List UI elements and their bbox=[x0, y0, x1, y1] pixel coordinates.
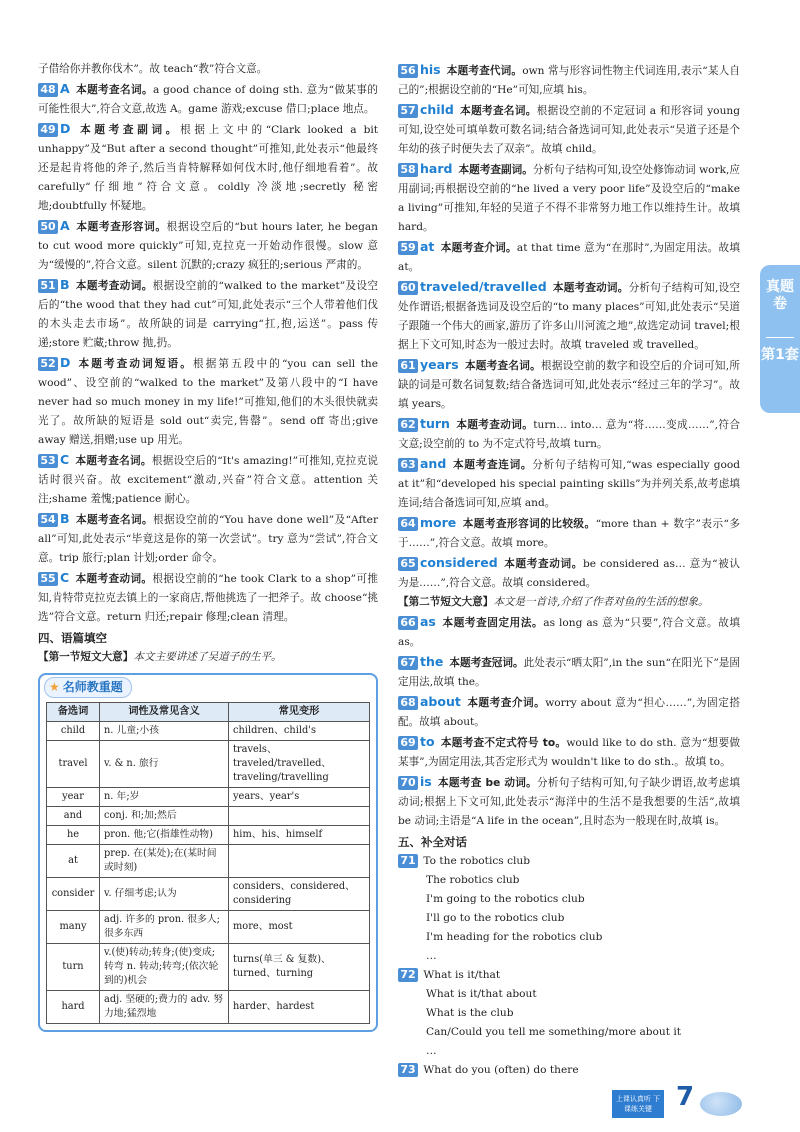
footer-slogan: 上课认真听 下课练关键 bbox=[612, 1090, 664, 1118]
answer-key: the bbox=[420, 654, 444, 669]
table-cell: child bbox=[47, 722, 100, 741]
explanation-text: 分析句子结构可知,“was especially good at it”和“developed his special painting skills”为并列关系,故考虑填连词;结合备选词可知,应填 and。 bbox=[398, 459, 741, 509]
dialog-text: I'm going to the robotics club bbox=[426, 893, 585, 905]
question-type: 本题考查固定用法。 bbox=[441, 617, 544, 629]
question-type: 本题考查动词。 bbox=[75, 280, 153, 292]
question-number: 73 bbox=[398, 1063, 418, 1077]
answer-item bbox=[38, 79, 378, 119]
explanation-text: 子借给你并教你伐木”。故 teach“教”符合文意。 bbox=[38, 63, 268, 75]
side-tab bbox=[760, 265, 800, 413]
word-table bbox=[46, 702, 370, 1024]
answer-key: A bbox=[60, 218, 70, 233]
answer-key: turn bbox=[420, 416, 450, 431]
explanation-text: 根据上文中的“Clark looked a bit unhappy”及“But after a second thought”可推知,此处表示“他最终还是起肯将他的斧子,然后当肯特解释如何伐木时,他仔细地看着”。故 carefully“仔细地”符合文意。coldly 冷淡地;secretly 秘密地;doubtfully 怀疑地。 bbox=[38, 124, 378, 212]
question-type: 本题考查介词。 bbox=[440, 242, 517, 254]
answer-key: C bbox=[60, 452, 70, 467]
dialog-answer-line bbox=[398, 852, 740, 871]
explanation-text: 根据设空后的“but hours later, he began to cut wood more quickly”可知,克拉克一开始动作很慢。slow 意为“缓慢的”,符合文意。silent 沉默的;crazy 疯狂的;serious 严肃的。 bbox=[38, 221, 378, 271]
answer-key: his bbox=[420, 62, 441, 77]
table-cell: children、child's bbox=[229, 722, 370, 741]
question-type: 本题考查连词。 bbox=[452, 459, 533, 471]
answer-item bbox=[398, 692, 740, 732]
answer-item bbox=[398, 414, 740, 454]
question-number: 48 bbox=[38, 83, 58, 97]
answer-key: traveled/travelled bbox=[420, 279, 547, 294]
dialog-text: I'm heading for the robotics club bbox=[426, 931, 603, 943]
answer-key: more bbox=[420, 515, 457, 530]
question-number: 60 bbox=[398, 281, 418, 295]
dialog-answer-line bbox=[398, 928, 740, 947]
table-cell: him、his、himself bbox=[229, 826, 370, 845]
table-header-cell: 备选词 bbox=[47, 703, 100, 722]
answer-key: B bbox=[60, 511, 70, 526]
explanation-text: 此处表示“晒太阳”,in the sun“在阳光下”是固定用法,故填 the。 bbox=[398, 657, 740, 688]
table-cell: and bbox=[47, 807, 100, 826]
question-number: 51 bbox=[38, 279, 58, 293]
dialog-text: The robotics club bbox=[426, 874, 520, 886]
question-type: 本题考查副词。 bbox=[458, 164, 533, 176]
answer-key: B bbox=[60, 277, 70, 292]
table-cell: turn bbox=[47, 944, 100, 991]
dialog-answer-line bbox=[398, 985, 740, 1004]
explanation-text: 根据设空前的“he took Clark to a shop”可推知,肯特带克拉克去镇上的一家商店,帮他挑选了一把斧子。故 choose“挑选”符合文意。return 归还;repair 修理;clean 清理。 bbox=[38, 573, 379, 623]
explanation-text: 根据设空前的数字和设空后的介词可知,所缺的词是可数名词复数;结合备选词可知,此处表示“经过三年的学习”。故填 years。 bbox=[398, 360, 740, 410]
answer-item bbox=[38, 353, 378, 450]
answer-item bbox=[398, 355, 740, 414]
question-type: 本题考查介词。 bbox=[466, 697, 546, 709]
answer-key: to bbox=[420, 734, 435, 749]
explanation-text: worry about 意为“担心……”,为固定搭配。故填 about。 bbox=[398, 697, 740, 728]
table-cell: pron. 他;它(指雄性动物) bbox=[100, 826, 229, 845]
table-row bbox=[47, 788, 370, 807]
table-row bbox=[47, 944, 370, 991]
question-number: 70 bbox=[398, 776, 418, 790]
table-cell: more、most bbox=[229, 911, 370, 944]
side-tab-top: 真题卷 bbox=[766, 279, 794, 312]
question-number: 72 bbox=[398, 968, 418, 982]
dialog-text: What is it/that bbox=[423, 969, 501, 981]
explanation-text: 根据设空后的“It's amazing!”可推知,克拉克说话时很兴奋。故 excitement“激动,兴奋”符合文意。attention 关注;shame 羞愧;patience 耐心。 bbox=[38, 455, 379, 505]
question-type: 本题考查冠词。 bbox=[449, 657, 524, 669]
answer-key: D bbox=[60, 121, 71, 136]
table-cell: consider bbox=[47, 878, 100, 911]
dialog-text: To the robotics club bbox=[423, 855, 530, 867]
table-cell bbox=[229, 807, 370, 826]
answer-item bbox=[398, 159, 740, 237]
section-summary bbox=[38, 648, 378, 667]
explanation-text: 分析句子结构可知,设空处作谓语;根据备选词及设空后的“to many places”可知,此处表示“吴道子跟随一个伟大的画家,游历了许多山川河流之地”,故选定动词 travel;根据上下文可知,时态为一般过去时。故填 traveled 或 travelled。 bbox=[398, 282, 741, 351]
question-number: 64 bbox=[398, 517, 418, 531]
question-type: 本题考查动词。 bbox=[75, 573, 153, 585]
answer-key: is bbox=[420, 774, 432, 789]
table-row bbox=[47, 991, 370, 1024]
question-type: 本题考查动词。 bbox=[552, 282, 629, 294]
question-number: 55 bbox=[38, 572, 58, 586]
answer-key: A bbox=[60, 81, 70, 96]
dialog-text: Can/Could you tell me something/more about it bbox=[426, 1026, 682, 1038]
dialog-text: What is it/that about bbox=[426, 988, 537, 1000]
table-row bbox=[47, 878, 370, 911]
answer-key: D bbox=[60, 355, 71, 370]
answer-key: and bbox=[420, 456, 447, 471]
table-row bbox=[47, 911, 370, 944]
table-cell: considers、considered、considering bbox=[229, 878, 370, 911]
table-row bbox=[47, 826, 370, 845]
question-type: 本题考查形容词。 bbox=[75, 221, 167, 233]
star-icon: ★ bbox=[49, 680, 60, 694]
summary-text: 本文主要讲述了吴道子的生平。 bbox=[133, 651, 282, 663]
question-number: 53 bbox=[38, 454, 58, 468]
table-cell: adj. 坚硬的;费力的 adv. 努力地;猛烈地 bbox=[100, 991, 229, 1024]
answer-key: about bbox=[420, 694, 461, 709]
question-type: 本题考查名词。 bbox=[75, 84, 154, 96]
question-type: 本题考查形容词的比较级。 bbox=[462, 518, 596, 530]
dialog-text: What is the club bbox=[426, 1007, 514, 1019]
explanation-text: 根据设空前的不定冠词 a 和形容词 young 可知,设空处可填单数可数名词;结合备选词可知,此处表示“吴道子还是个年幼的孩子时便失去了双亲”。故填 child。 bbox=[398, 105, 740, 155]
dialog-text: … bbox=[426, 950, 437, 962]
teacher-tips-title bbox=[44, 677, 132, 698]
answer-key: child bbox=[420, 102, 454, 117]
table-cell: harder、hardest bbox=[229, 991, 370, 1024]
answer-item bbox=[38, 450, 378, 509]
question-number: 71 bbox=[398, 854, 418, 868]
table-cell: n. 儿童;小孩 bbox=[100, 722, 229, 741]
question-number: 52 bbox=[38, 357, 58, 371]
table-cell: adj. 许多的 pron. 很多人;很多东西 bbox=[100, 911, 229, 944]
table-cell: n. 年;岁 bbox=[100, 788, 229, 807]
question-number: 65 bbox=[398, 557, 418, 571]
answer-item bbox=[398, 732, 740, 772]
table-cell: year bbox=[47, 788, 100, 807]
answer-item bbox=[38, 568, 378, 627]
question-number: 59 bbox=[398, 241, 418, 255]
question-type: 本题考查代词。 bbox=[446, 65, 523, 77]
question-type: 本题考查动词。 bbox=[455, 419, 534, 431]
dialog-text: … bbox=[426, 1045, 437, 1057]
page-decoration-icon bbox=[700, 1092, 742, 1116]
question-type: 本题考查名词。 bbox=[75, 455, 152, 467]
answer-item bbox=[398, 772, 740, 831]
side-tab-bottom: 第1套 bbox=[761, 347, 799, 363]
question-number: 69 bbox=[398, 736, 418, 750]
answer-item bbox=[398, 612, 740, 652]
answer-item bbox=[38, 275, 378, 353]
question-type: 本题考查名词。 bbox=[459, 105, 537, 117]
explanation-text: own 常与形容词性物主代词连用,表示“某人自己的”;根据设空前的“He”可知,应填 his。 bbox=[398, 65, 741, 96]
question-type: 本题考查名词。 bbox=[75, 514, 153, 526]
dialog-answer-line bbox=[398, 1004, 740, 1023]
explanation-text: 分析句子结构可知,句子缺少谓语,故考虑填动词;根据上下文可知,此处表示“海洋中的生活不是我想要的生活”,故填 be 动词;主语是“A life in the ocean”,且时态为一般现在时,故填 is。 bbox=[398, 777, 740, 827]
question-type: 本题考查副词。 bbox=[76, 124, 181, 136]
answer-item bbox=[38, 509, 378, 568]
teacher-tips-title-text: 名师教重题 bbox=[62, 680, 123, 694]
table-cell: v. 仔细考虑;认为 bbox=[100, 878, 229, 911]
question-type: 本题考查动词短语。 bbox=[76, 358, 193, 370]
question-number: 54 bbox=[38, 513, 58, 527]
side-tab-divider bbox=[766, 337, 794, 338]
explanation-text: “more than + 数字”表示“多于……”,符合文意。故填 more。 bbox=[398, 518, 741, 549]
question-number: 49 bbox=[38, 123, 58, 137]
answer-item bbox=[398, 100, 740, 159]
explanation-text: a good chance of doing sth. 意为“做某事的可能性很大”,符合文意,故选 A。game 游戏;excuse 借口;place 地点。 bbox=[38, 84, 379, 115]
table-cell: travels、traveled/travelled、traveling/travelling bbox=[229, 741, 370, 788]
question-number: 56 bbox=[398, 64, 418, 78]
answer-item bbox=[38, 119, 378, 216]
dialog-answer-line bbox=[398, 966, 740, 985]
dialog-answer-line bbox=[398, 1023, 740, 1042]
dialog-text: I'll go to the robotics club bbox=[426, 912, 565, 924]
explanation-text: 分析句子结构可知,设空处修饰动词 work,应用副词;再根据设空前的“he lived a very poor life”及设空后的“make a living”可推知,年轻的吴道子不得不非常努力地工作以维持生计。故填 hard。 bbox=[398, 164, 741, 233]
answer-item bbox=[38, 216, 378, 275]
answer-key: at bbox=[420, 239, 435, 254]
question-type: 本题考查 be 动词。 bbox=[437, 777, 537, 789]
explanation-text: at that time 意为“在那时”,为固定用法。故填 at。 bbox=[398, 242, 740, 273]
table-cell: travel bbox=[47, 741, 100, 788]
table-cell: at bbox=[47, 845, 100, 878]
table-cell: prep. 在(某处);在(某时间或时刻) bbox=[100, 845, 229, 878]
explanation-text: turn… into… 意为“将……变成……”,符合文意;设空前的 to 为不定式符号,故填 turn。 bbox=[398, 419, 740, 450]
answer-key: as bbox=[420, 614, 436, 629]
answer-key: considered bbox=[420, 555, 498, 570]
question-number: 57 bbox=[398, 104, 418, 118]
table-cell: many bbox=[47, 911, 100, 944]
table-header-cell: 词性及常见含义 bbox=[100, 703, 229, 722]
answer-item bbox=[398, 553, 740, 593]
section-title: 五、补全对话 bbox=[398, 835, 467, 849]
question-number: 67 bbox=[398, 656, 418, 670]
right-column bbox=[398, 60, 740, 1080]
summary-text: 本文是一首诗,介绍了作者对鱼的生活的想象。 bbox=[493, 596, 709, 608]
question-number: 50 bbox=[38, 220, 58, 234]
table-row bbox=[47, 845, 370, 878]
dialog-text: What do you (often) do there bbox=[423, 1064, 579, 1076]
answer-item bbox=[398, 454, 740, 513]
question-number: 61 bbox=[398, 359, 418, 373]
table-cell bbox=[229, 845, 370, 878]
section-title: 四、语篇填空 bbox=[38, 631, 107, 645]
question-number: 63 bbox=[398, 458, 418, 472]
left-column bbox=[38, 60, 378, 1032]
table-cell: conj. 和;加;然后 bbox=[100, 807, 229, 826]
explanation-text: 根据设空前的“You have done well”及“After all”可知,此处表示“毕竟这是你的第一次尝试”。try 意为“尝试”,符合文意。trip 旅行;plan 计划;order 命令。 bbox=[38, 514, 379, 564]
question-number: 68 bbox=[398, 696, 418, 710]
question-number: 66 bbox=[398, 616, 418, 630]
question-type: 本题考查名词。 bbox=[464, 360, 542, 372]
explanation-text: 根据第五段中的“you can sell the wood”、设空前的“walked to the market”及第八段中的“I have never had so much money in my life!”可推知,他们的木头很快就卖光了。故所缺的短语是 sold out“卖完,售罄”。send off 寄出;give away 赠送,捐赠;use up 用光。 bbox=[38, 358, 378, 446]
answer-key: C bbox=[60, 570, 70, 585]
dialog-answer-line bbox=[398, 1042, 740, 1061]
answer-item bbox=[398, 652, 740, 692]
dialog-answer-line bbox=[398, 871, 740, 890]
explanation-text: be considered as… 意为“被认为是……”,符合文意。故填 considered。 bbox=[398, 558, 740, 589]
question-number: 58 bbox=[398, 163, 418, 177]
explanation-text: as long as 意为“只要”,符合文意。故填 as。 bbox=[398, 617, 741, 648]
answer-key: hard bbox=[420, 161, 453, 176]
table-header-row bbox=[47, 703, 370, 722]
answer-item bbox=[398, 60, 740, 100]
explanation-text: would like to do sth. 意为“想要做某事”,为固定用法,其否定形式为 wouldn't like to do sth.。故填 to。 bbox=[398, 737, 741, 768]
page-number: 7 bbox=[676, 1082, 695, 1112]
answer-item bbox=[398, 513, 740, 553]
answer-item bbox=[398, 237, 740, 277]
table-header-cell: 常见变形 bbox=[229, 703, 370, 722]
summary-label: 【第一节短文大意】 bbox=[38, 651, 134, 663]
teacher-tips-box bbox=[38, 673, 378, 1032]
dialog-answer-line bbox=[398, 1061, 740, 1080]
table-cell: v. & n. 旅行 bbox=[100, 741, 229, 788]
dialog-answer-line bbox=[398, 947, 740, 966]
table-cell: years、year's bbox=[229, 788, 370, 807]
table-row bbox=[47, 722, 370, 741]
explanation-text: 根据设空前的“walked to the market”及设空后的“the wood that they had cut”可知,此处表示“三个人带着他们伐的木头走去市场”。故所缺的词是 carrying“扛,抱,运送”。pass 传递;store 贮藏;throw 抛,扔。 bbox=[38, 280, 379, 349]
table-cell: hard bbox=[47, 991, 100, 1024]
answer-item bbox=[38, 60, 378, 79]
summary-label: 【第二节短文大意】 bbox=[398, 596, 494, 608]
table-row bbox=[47, 807, 370, 826]
answer-item bbox=[398, 277, 740, 355]
answer-key: years bbox=[420, 357, 459, 372]
dialog-answer-line bbox=[398, 909, 740, 928]
table-cell: v.(使)转动;转身;(使)变成;转弯 n. 转动;转弯;(依次轮到的)机会 bbox=[100, 944, 229, 991]
table-row bbox=[47, 741, 370, 788]
table-cell: turns(单三 & 复数)、turned、turning bbox=[229, 944, 370, 991]
question-type: 本题考查动词。 bbox=[503, 558, 584, 570]
dialog-answer-line bbox=[398, 890, 740, 909]
question-number: 62 bbox=[398, 418, 418, 432]
question-type: 本题考查不定式符号 to。 bbox=[440, 737, 567, 749]
section-summary-2 bbox=[398, 593, 740, 612]
table-cell: he bbox=[47, 826, 100, 845]
